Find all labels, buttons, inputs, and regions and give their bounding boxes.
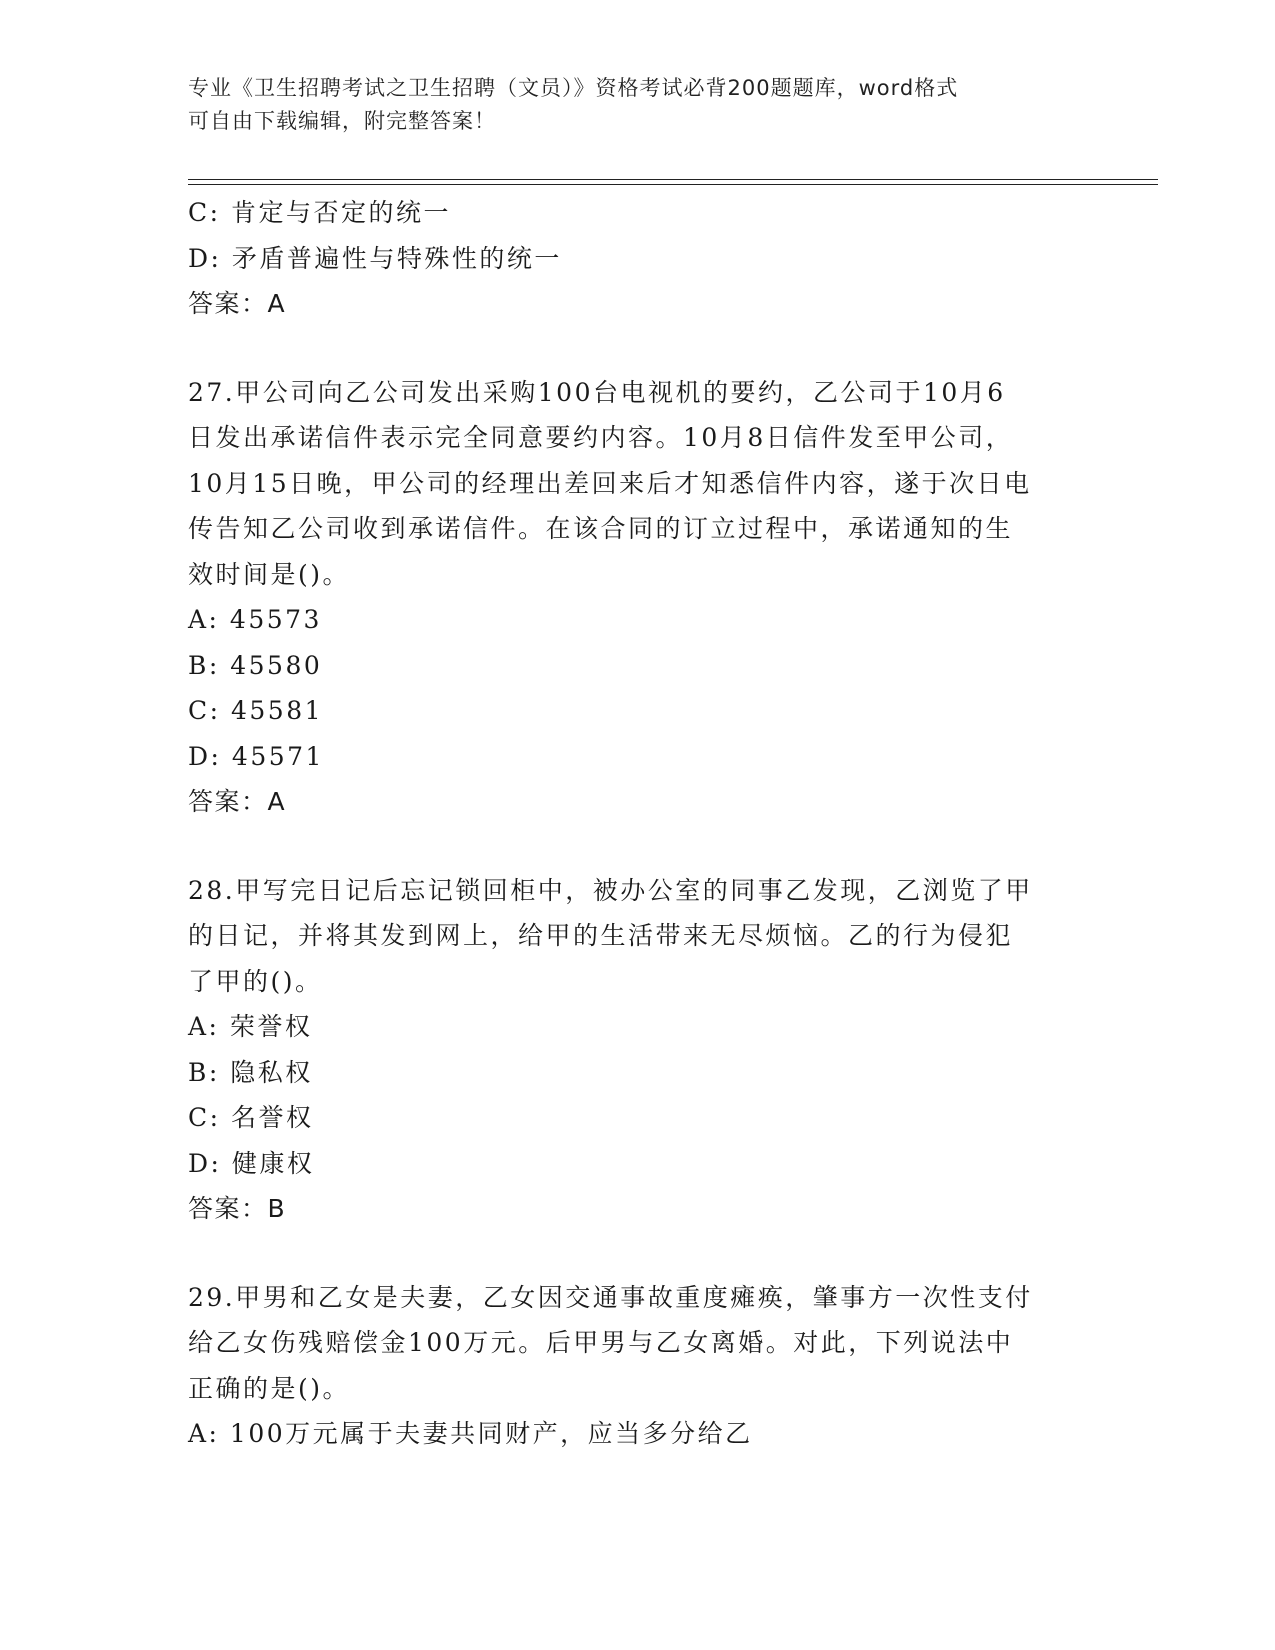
option-b: B: 45580 <box>188 650 323 680</box>
question-27 <box>188 370 1088 825</box>
question-stem-line: 10月15日晚，甲公司的经理出差回来后才知悉信件内容，遂于次日电 <box>188 468 1032 498</box>
question-29 <box>188 1275 1088 1457</box>
question-stem-line: 29.甲男和乙女是夫妻，乙女因交通事故重度瘫痪，肇事方一次性支付 <box>188 1282 1033 1312</box>
header-divider-bottom <box>188 184 1158 185</box>
question-stem-line: 了甲的()。 <box>188 966 323 996</box>
option-c: C: 肯定与否定的统一 <box>188 198 451 227</box>
answer-line: 答案：A <box>188 787 287 816</box>
question-stem-line: 27.甲公司向乙公司发出采购100台电视机的要约，乙公司于10月6 <box>188 377 1006 407</box>
answer-line: 答案：B <box>188 1194 287 1223</box>
option-d: D: 健康权 <box>188 1148 315 1178</box>
header-divider-top <box>188 179 1158 180</box>
question-stem-line: 28.甲写完日记后忘记锁回柜中，被办公室的同事乙发现，乙浏览了甲 <box>188 875 1033 905</box>
option-d: D: 45571 <box>188 741 324 771</box>
document-header <box>188 72 1088 138</box>
option-c: C: 45581 <box>188 696 324 725</box>
question-stem-line: 正确的是()。 <box>188 1373 351 1403</box>
question-stem-line: 给乙女伤残赔偿金100万元。后甲男与乙女离婚。对此，下列说法中 <box>188 1328 1014 1357</box>
header-title-line-2: 可自由下载编辑，附完整答案！ <box>188 109 496 133</box>
question-stem-line: 日发出承诺信件表示完全同意要约内容。10月8日信件发至甲公司， <box>188 423 1014 452</box>
question-28 <box>188 868 1088 1232</box>
question-stem-line: 效时间是()。 <box>188 559 351 589</box>
previous-question-tail <box>188 190 1088 327</box>
question-stem-line: 传告知乙公司收到承诺信件。在该合同的订立过程中，承诺通知的生 <box>188 514 1014 543</box>
option-d: D: 矛盾普遍性与特殊性的统一 <box>188 243 562 273</box>
option-a: A: 100万元属于夫妻共同财产，应当多分给乙 <box>188 1419 753 1448</box>
answer-line: 答案：A <box>188 289 287 318</box>
question-stem-line: 的日记，并将其发到网上，给甲的生活带来无尽烦恼。乙的行为侵犯 <box>188 921 1014 950</box>
option-a: A: 45573 <box>188 605 322 634</box>
question-content <box>188 190 1088 1457</box>
header-title-line-1: 专业《卫生招聘考试之卫生招聘（文员）》资格考试必背200题题库，word格式 <box>188 76 959 100</box>
option-c: C: 名誉权 <box>188 1103 314 1132</box>
option-b: B: 隐私权 <box>188 1057 313 1087</box>
option-a: A: 荣誉权 <box>188 1012 313 1041</box>
